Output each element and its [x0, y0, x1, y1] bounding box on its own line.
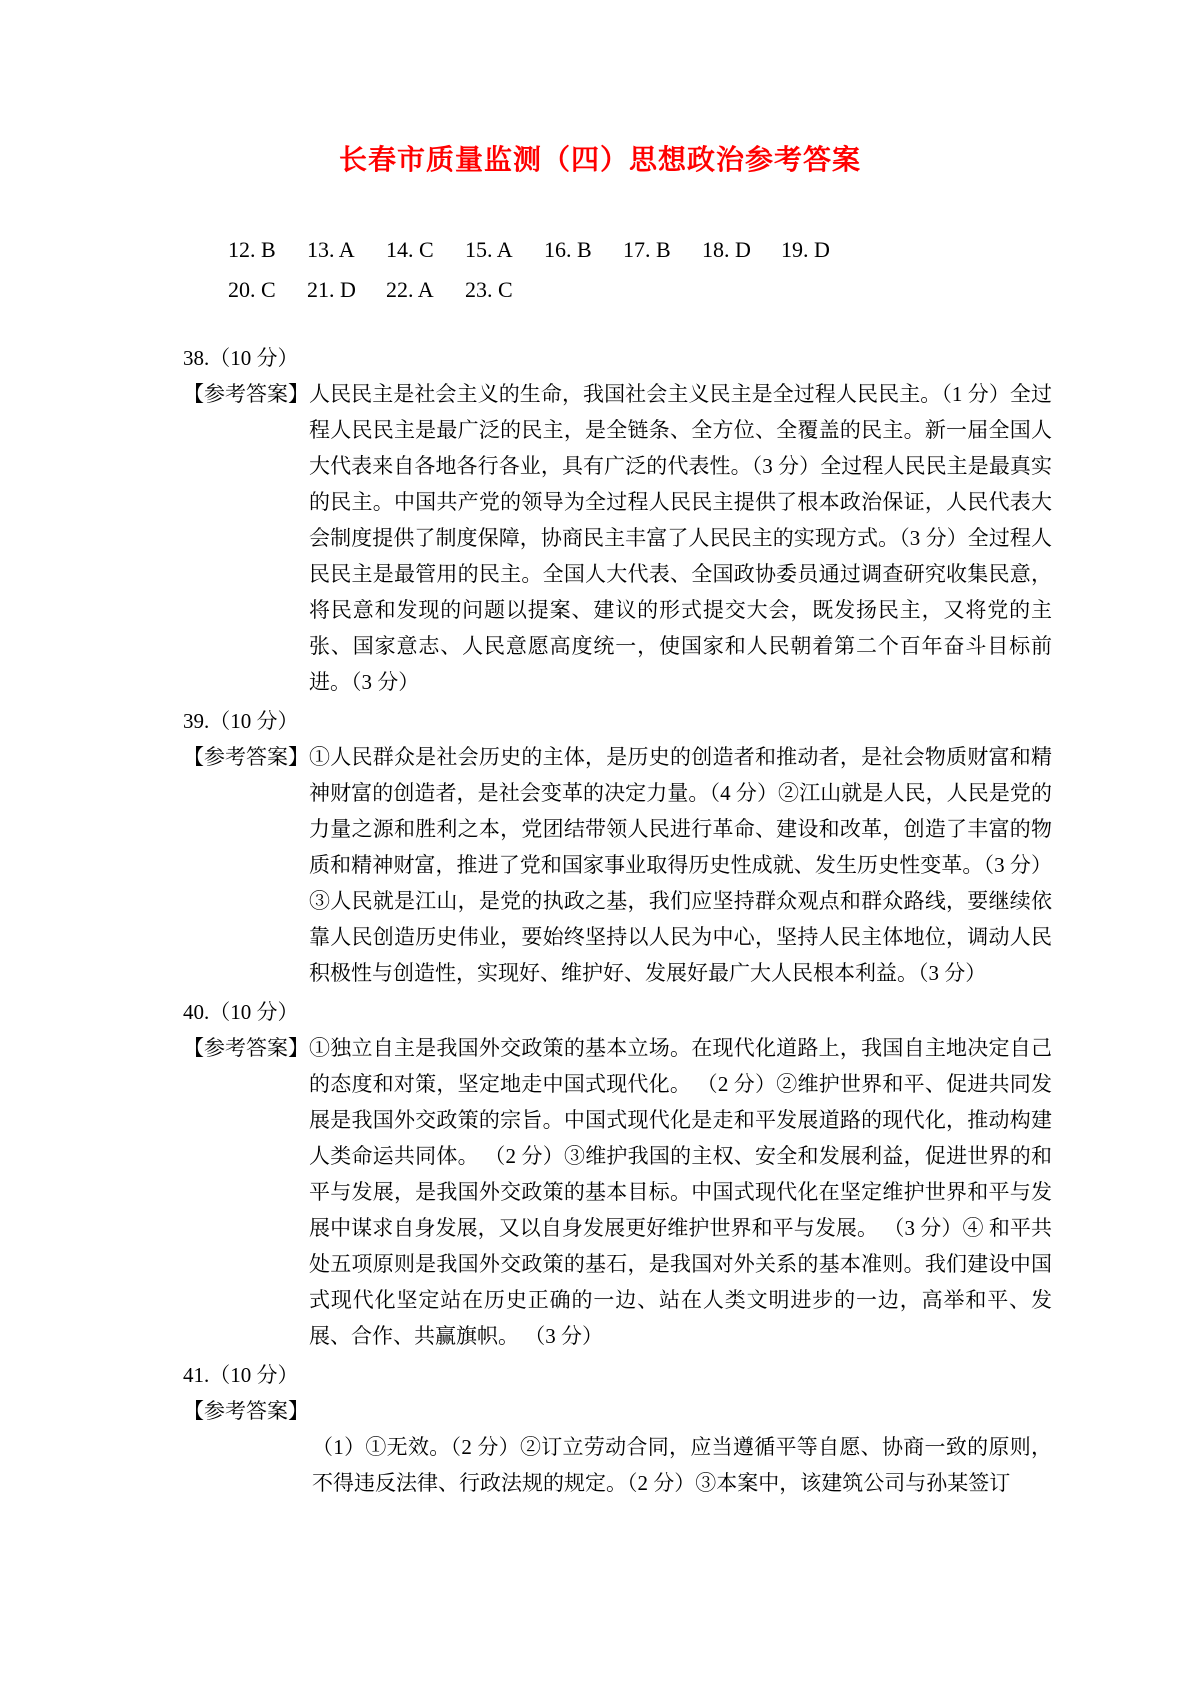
page-title: 长春市质量监测（四）思想政治参考答案: [338, 145, 861, 176]
choice-answer-23: 23. C: [465, 277, 513, 302]
choice-answer-22: 22. A: [386, 277, 434, 302]
choice-answer-17: 17. B: [623, 237, 671, 262]
question-40-block: [183, 994, 1052, 1354]
question-39-reference-answer-label: 【参考答案】: [183, 745, 309, 769]
question-41-answer-part-1-text: （1）①无效。（2 分）②订立劳动合同，应当遵循平等自愿、协商一致的原则，不得违反法律、行政法规的规定。（2 分）③本案中，该建筑公司与孙某签订: [312, 1435, 1052, 1495]
choice-row-2: [228, 270, 1200, 310]
question-38-reference-answer-label: 【参考答案】: [183, 382, 309, 406]
question-41-number: 41.（10 分）: [183, 1363, 299, 1387]
choice-answer-16: 16. B: [544, 237, 592, 262]
question-40-answer-text: ①独立自主是我国外交政策的基本立场。在现代化道路上，我国自主地决定自己的态度和对策，坚定地走中国式现代化。 （2 分）②维护世界和平、促进共同发展是我国外交政策的宗旨。中国式现代化是走和平发展道路的现代化，推动构建人类命运共同体。 （2 分）③维护我国的主权、安全和发展利益，促进世界的和平与发展，是我国外交政策的基本目标。中国式现代化在坚定维护世界和平与发展中谋求自身发展，又以自身发展更好维护世界和平与发展。 （3 分）④ 和平共处五项原则是我国外交政策的基石，是我国对外关系的基本准则。我们建设中国式现代化坚定站在历史正确的一边、站在人类文明进步的一边，高举和平、发展、合作、共赢旗帜。 （3 分）: [309, 1036, 1052, 1348]
choice-answer-19: 19. D: [781, 237, 830, 262]
choice-answer-13: 13. A: [307, 237, 355, 262]
choice-answer-14: 14. C: [386, 237, 434, 262]
choice-answer-20: 20. C: [228, 277, 276, 302]
choice-answer-21: 21. D: [307, 277, 356, 302]
choice-answer-15: 15. A: [465, 237, 513, 262]
multiple-choice-answers: [228, 230, 1200, 310]
question-39-number: 39.（10 分）: [183, 709, 299, 733]
choice-answer-12: 12. B: [228, 237, 276, 262]
question-39-answer-text: ①人民群众是社会历史的主体，是历史的创造者和推动者，是社会物质财富和精神财富的创造者，是社会变革的决定力量。（4 分）②江山就是人民，人民是党的力量之源和胜利之本，党团结带领人民进行革命、建设和改革，创造了丰富的物质和精神财富，推进了党和国家事业取得历史性成就、发生历史性变革。（3 分）③人民就是江山，是党的执政之基，我们应坚持群众观点和群众路线，要继续依靠人民创造历史伟业，要始终坚持以人民为中心，坚持人民主体地位，调动人民积极性与创造性，实现好、维护好、发展好最广大人民根本利益。（3 分）: [309, 745, 1052, 985]
choice-answer-18: 18. D: [702, 237, 751, 262]
question-41-block: [183, 1357, 1052, 1501]
question-40-number: 40.（10 分）: [183, 1000, 299, 1024]
question-38-number: 38.（10 分）: [183, 346, 299, 370]
question-38-block: [183, 340, 1052, 700]
question-39-block: [183, 703, 1052, 991]
question-41-reference-answer-label: 【参考答案】: [183, 1399, 309, 1423]
question-38-answer-text: 人民民主是社会主义的生命，我国社会主义民主是全过程人民民主。（1 分）全过程人民民主是最广泛的民主，是全链条、全方位、全覆盖的民主。新一届全国人大代表来自各地各行各业，具有广泛的代表性。（3 分）全过程人民民主是最真实的民主。中国共产党的领导为全过程人民民主提供了根本政治保证，人民代表大会制度提供了制度保障，协商民主丰富了人民民主的实现方式。（3 分）全过程人民民主是最管用的民主。全国人大代表、全国政协委员通过调查研究收集民意，将民意和发现的问题以提案、建议的形式提交大会，既发扬民主，又将党的主张、国家意志、人民意愿高度统一，使国家和人民朝着第二个百年奋斗目标前进。（3 分）: [309, 382, 1052, 694]
question-40-reference-answer-label: 【参考答案】: [183, 1036, 309, 1060]
choice-row-1: [228, 230, 1200, 270]
